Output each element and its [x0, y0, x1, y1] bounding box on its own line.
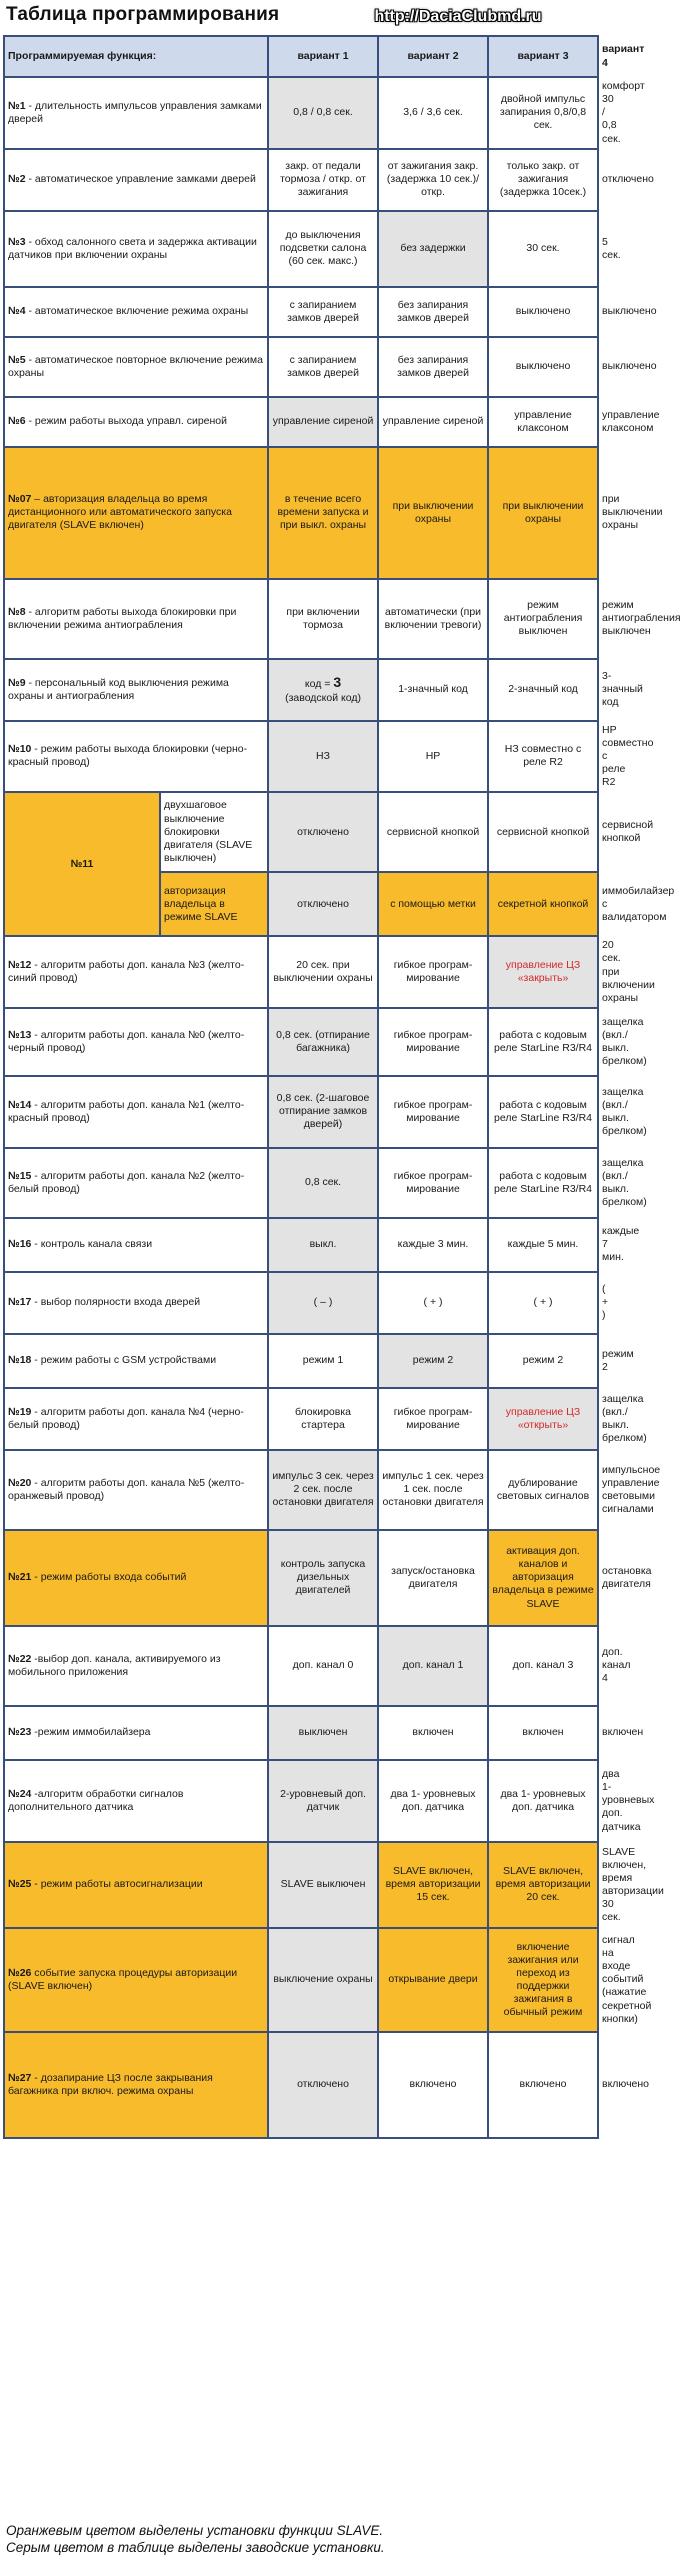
function-text: - режим работы выхода блокировки (черно-красный провод) — [8, 743, 248, 769]
function-text: - автоматическое управление замками дверей — [25, 173, 256, 186]
variant-1-cell: ( – ) — [268, 1272, 378, 1334]
variant-3-cell: при выключении охраны — [488, 447, 598, 579]
variant-1-cell: контроль запуска дизельных двигателей — [268, 1530, 378, 1626]
variant-3-cell: 30 сек. — [488, 211, 598, 287]
function-text: - контроль канала связи — [31, 1238, 153, 1251]
function-cell — [4, 211, 268, 287]
variant-3-cell: каждые 5 мин. — [488, 1218, 598, 1272]
function-number: №8 — [8, 605, 26, 618]
variant-2-cell: гибкое програм- мирование — [378, 1148, 488, 1218]
variant-2-cell: два 1- уровневых доп. датчика — [378, 1760, 488, 1842]
function-number: №2 — [8, 173, 26, 186]
function-cell — [4, 936, 268, 1008]
table-row: №10 - режим работы выхода блокировки (черно-красный провод) НЗ НР НЗ совместно с реле R2 НР совместно с реле R2 — [4, 721, 598, 793]
function-text: событие запуска процедуры авторизации (SLAVE включен) — [8, 1966, 238, 1992]
function-number: №20 — [8, 1476, 32, 1489]
function-cell — [4, 1450, 268, 1530]
function-number: №23 — [8, 1726, 32, 1739]
function-text: -режим иммобилайзера — [31, 1726, 151, 1739]
function-text: - персональный код выключения режима охраны и антиограбления — [8, 676, 229, 702]
factory-code-digit: 3 — [333, 674, 342, 691]
header-function: Программируемая функция: — [4, 36, 268, 77]
function-text: - режим работы выхода управл. сиреной — [25, 415, 228, 428]
header-variant-2: вариант 2 — [378, 36, 488, 77]
table-row: №2 - автоматическое управление замками дверей закр. от педали тормоза / откр. от зажигания от зажигания закр. (задержка 10 сек.)/откр. только закр. от зажигания (задержка 10сек.) отключено — [4, 149, 598, 211]
function-cell — [4, 447, 268, 579]
table-row: №15 - алгоритм работы доп. канала №2 (желто-белый провод) 0,8 сек. гибкое програм- мирование работа с кодовым реле StarLine R3/R4 защелка (вкл./ выкл. брелком) — [4, 1148, 598, 1218]
variant-3-cell: включение зажигания или переход из поддержки зажигания в обычный режим — [488, 1928, 598, 2032]
function-number: №13 — [8, 1028, 32, 1041]
variant-3-cell: выключено — [488, 287, 598, 337]
variant-1-cell: 0,8 сек. (отпирание багажника) — [268, 1008, 378, 1076]
function-text: -алгоритм обработки сигналов дополнительного датчика — [8, 1787, 184, 1813]
variant-2-cell: при выключении охраны — [378, 447, 488, 579]
table-row: №11 двухшаговое выключение блокировки двигателя (SLAVE выключен) отключено сервисной кнопкой сервисной кнопкой сервисной кнопкой — [4, 792, 598, 872]
function-text: - алгоритм работы доп. канала №3 (желто-синий провод) — [8, 958, 245, 985]
variant-1-cell: режим 1 — [268, 1334, 378, 1388]
function-cell — [4, 1334, 268, 1388]
header-variant-1: вариант 1 — [268, 36, 378, 77]
function-number: №1 — [8, 99, 26, 112]
variant-2-cell: с помощью метки — [378, 872, 488, 936]
variant-3-cell: режим 2 — [488, 1334, 598, 1388]
variant-1-cell: до выключения подсветки салона (60 сек. макс.) — [268, 211, 378, 287]
function-number: №10 — [8, 743, 32, 756]
function-text: - дозапирание ЦЗ после закрывания багажника при включ. режима охраны — [8, 2071, 213, 2097]
variant-2-cell: доп. канал 1 — [378, 1626, 488, 1706]
function-text: -выбор доп. канала, активируемого из мобильного приложения — [8, 1652, 221, 1678]
variant-2-cell: запуск/остановка двигателя — [378, 1530, 488, 1626]
variant-2-cell: включен — [378, 1706, 488, 1760]
function-text: – авторизация владельца во время дистанционного или автоматического запуска двигателя (SLAVE включен) — [8, 492, 232, 532]
variant-2-cell: автоматически (при включении тревоги) — [378, 579, 488, 659]
table-row: №1 - длительность импульсов управления замками дверей 0,8 / 0,8 сек. 3,6 / 3,6 сек. двойной импульс запирания 0,8/0,8 сек. комфорт 30 / 0,8 сек. — [4, 77, 598, 149]
table-row: №25 - режим работы автосигнализации SLAVE выключен SLAVE включен, время авторизации 15 сек. SLAVE включен, время авторизации 20 сек. SLAVE включен, время авторизации 30 сек. — [4, 1842, 598, 1928]
variant-2-cell: включено — [378, 2032, 488, 2138]
variant-1-cell: SLAVE выключен — [268, 1842, 378, 1928]
code-note: (заводской код) — [285, 691, 361, 704]
variant-1-cell: отключено — [268, 872, 378, 936]
variant-3-cell: дублирование световых сигналов — [488, 1450, 598, 1530]
variant-3-cell: работа с кодовым реле StarLine R3/R4 — [488, 1008, 598, 1076]
table-row: №14 - алгоритм работы доп. канала №1 (желто-красный провод) 0,8 сек. (2-шаговое отпирание замков дверей) гибкое програм- мирование работа с кодовым реле StarLine R3/R4 защелка (вкл./ выкл. брелком) — [4, 1076, 598, 1148]
variant-1-cell: закр. от педали тормоза / откр. от зажигания — [268, 149, 378, 211]
function-cell — [4, 1272, 268, 1334]
variant-3-cell: управление ЦЗ «открыть» — [488, 1388, 598, 1450]
variant-2-cell: сервисной кнопкой — [378, 792, 488, 872]
function-text: - режим работы входа событий — [31, 1571, 187, 1584]
variant-1-cell: доп. канал 0 — [268, 1626, 378, 1706]
variant-3-cell: секретной кнопкой — [488, 872, 598, 936]
function-number: №5 — [8, 353, 26, 366]
variant-2-cell: без запирания замков дверей — [378, 337, 488, 397]
variant-2-cell: управление сиреной — [378, 397, 488, 447]
function-cell — [4, 1928, 268, 2032]
function-cell — [4, 659, 268, 721]
variant-1-cell: в течение всего времени запуска и при выкл. охраны — [268, 447, 378, 579]
variant-2-cell: открывание двери — [378, 1928, 488, 2032]
function-cell — [4, 721, 268, 793]
table-row: №18 - режим работы с GSM устройствами режим 1 режим 2 режим 2 режим 2 — [4, 1334, 598, 1388]
function-cell — [4, 1706, 268, 1760]
table-header-row: Программируемая функция: вариант 1 вариант 2 вариант 3 вариант 4 — [4, 36, 598, 77]
function-number: №25 — [8, 1878, 32, 1891]
table-row: №23 -режим иммобилайзера выключен включен включен включен — [4, 1706, 598, 1760]
function-number: №16 — [8, 1238, 32, 1251]
programming-table — [3, 35, 681, 2139]
function-number: №27 — [8, 2071, 32, 2084]
function-text: - режим работы с GSM устройствами — [31, 1354, 217, 1367]
variant-3-cell: включен — [488, 1706, 598, 1760]
variant-3-cell: SLAVE включен, время авторизации 20 сек. — [488, 1842, 598, 1928]
function-number: №07 — [8, 492, 32, 505]
function-number: №3 — [8, 235, 26, 248]
function-cell — [4, 77, 268, 149]
variant-3-cell: управление клаксоном — [488, 397, 598, 447]
function-cell — [4, 1760, 268, 1842]
variant-1-cell: выкл. — [268, 1218, 378, 1272]
table-row: №22 -выбор доп. канала, активируемого из мобильного приложения доп. канал 0 доп. канал 1 доп. канал 3 доп. канал 4 — [4, 1626, 598, 1706]
function-cell — [4, 287, 268, 337]
variant-1-cell: импульс 3 сек. через 2 сек. после остановки двигателя — [268, 1450, 378, 1530]
watermark: http://DaciaClubmd.ru — [374, 8, 542, 25]
variant-1-cell: при включении тормоза — [268, 579, 378, 659]
table-row: №6 - режим работы выхода управл. сиреной управление сиреной управление сиреной управление клаксоном управление клаксоном — [4, 397, 598, 447]
variant-3-cell: двойной импульс запирания 0,8/0,8 сек. — [488, 77, 598, 149]
table-row: №16 - контроль канала связи выкл. каждые 3 мин. каждые 5 мин. каждые 7 мин. — [4, 1218, 598, 1272]
footer-orange-note: Оранжевым цветом выделены установки функции SLAVE. — [6, 2523, 384, 2538]
function-text: - длительность импульсов управления замками дверей — [8, 99, 262, 125]
variant-3-cell: только закр. от зажигания (задержка 10сек.) — [488, 149, 598, 211]
function-cell — [4, 337, 268, 397]
function-number: №24 — [8, 1787, 32, 1800]
variant-2-cell: НР — [378, 721, 488, 793]
table-row: №17 - выбор полярности входа дверей ( – ) ( + ) ( + ) ( + ) — [4, 1272, 598, 1334]
variant-1-cell: 20 сек. при выключении охраны — [268, 936, 378, 1008]
function-cell — [4, 1626, 268, 1706]
table-row: №20 - алгоритм работы доп. канала №5 (желто-оранжевый провод) импульс 3 сек. через 2 сек. после остановки двигателя импульс 1 сек. через 1 сек. после остановки двигателя дублирование световых сигналов импульсное управление световыми сигналами — [4, 1450, 598, 1530]
function-cell — [4, 2032, 268, 2138]
function-text: - автоматическое повторное включение режима охраны — [8, 353, 263, 379]
variant-3-cell: работа с кодовым реле StarLine R3/R4 — [488, 1076, 598, 1148]
function-text: - алгоритм работы доп. канала №4 (черно-белый провод) — [8, 1405, 244, 1431]
function-text: - автоматическое включение режима охраны — [25, 305, 249, 318]
variant-2-cell: SLAVE включен, время авторизации 15 сек. — [378, 1842, 488, 1928]
function-number: №17 — [8, 1296, 32, 1309]
variant-3-cell: активация доп. каналов и авторизация владельца в режиме SLAVE — [488, 1530, 598, 1626]
variant-2-cell: без задержки — [378, 211, 488, 287]
table-row: №4 - автоматическое включение режима охраны с запиранием замков дверей без запирания замков дверей выключено выключено — [4, 287, 598, 337]
footer-gray-note: Серым цветом в таблице выделены заводские установки. — [6, 2540, 385, 2555]
table-row: №19 - алгоритм работы доп. канала №4 (черно-белый провод) блокировка стартера гибкое програм- мирование управление ЦЗ «открыть» защелка (вкл./ выкл. брелком) — [4, 1388, 598, 1450]
variant-3-cell: доп. канал 3 — [488, 1626, 598, 1706]
variant-2-cell: без запирания замков дверей — [378, 287, 488, 337]
function-number: №14 — [8, 1098, 32, 1111]
function-number: №21 — [8, 1571, 32, 1584]
variant-1-cell: отключено — [268, 2032, 378, 2138]
variant-3-cell: два 1- уровневых доп. датчика — [488, 1760, 598, 1842]
table-row: №21 - режим работы входа событий контроль запуска дизельных двигателей запуск/остановка двигателя активация доп. каналов и авторизация владельца в режиме SLAVE остановка двигателя — [4, 1530, 598, 1626]
variant-2-cell: ( + ) — [378, 1272, 488, 1334]
variant-2-cell: 3,6 / 3,6 сек. — [378, 77, 488, 149]
function-cell — [4, 1076, 268, 1148]
function-cell — [4, 1842, 268, 1928]
variant-3-cell: управление ЦЗ «закрыть» — [488, 936, 598, 1008]
variant-3-cell: сервисной кнопкой — [488, 792, 598, 872]
page-title: Таблица программирования — [6, 4, 280, 25]
function-text: - режим работы автосигнализации — [31, 1878, 203, 1891]
function-number: №15 — [8, 1169, 32, 1182]
function-text: - обход салонного света и задержка активации датчиков при включении охраны — [8, 235, 257, 261]
variant-2-cell: режим 2 — [378, 1334, 488, 1388]
variant-2-cell: 1-значный код — [378, 659, 488, 721]
variant-3-cell: 2-значный код — [488, 659, 598, 721]
function-number: №19 — [8, 1405, 32, 1418]
function-text: - алгоритм работы доп. канала №2 (желто-белый провод) — [8, 1169, 245, 1195]
table-row: №3 - обход салонного света и задержка активации датчиков при включении охраны до выключения подсветки салона (60 сек. макс.) без задержки 30 сек. 5 сек. — [4, 211, 598, 287]
function-number-11: №11 — [4, 792, 160, 936]
function-cell — [4, 397, 268, 447]
code-label: код = — [304, 678, 334, 691]
variant-1-cell: выключение охраны — [268, 1928, 378, 2032]
variant-3-cell: ( + ) — [488, 1272, 598, 1334]
function-text: - алгоритм работы выхода блокировки при включении режима антиограбления — [8, 605, 237, 631]
function-number: №22 — [8, 1652, 32, 1665]
function-cell: двухшаговое выключение блокировки двигателя (SLAVE выключен) — [160, 792, 268, 872]
function-cell — [4, 1218, 268, 1272]
function-cell — [4, 579, 268, 659]
footer-note — [6, 2522, 385, 2556]
function-cell — [4, 149, 268, 211]
function-text: - алгоритм работы доп. канала №1 (желто-красный провод) — [8, 1098, 245, 1124]
variant-1-cell: управление сиреной — [268, 397, 378, 447]
variant-2-cell: гибкое програм- мирование — [378, 1008, 488, 1076]
variant-3-cell: работа с кодовым реле StarLine R3/R4 — [488, 1148, 598, 1218]
table-row: №9 - персональный код выключения режима охраны и антиограбления код = 3 (заводской код) 1-значный код 2-значный код 3-значный код — [4, 659, 598, 721]
function-number: №26 — [8, 1966, 32, 1979]
variant-1-cell: 0,8 / 0,8 сек. — [268, 77, 378, 149]
table-row: №24 -алгоритм обработки сигналов дополнительного датчика 2-уровневый доп. датчик два 1- уровневых доп. датчика два 1- уровневых доп. датчика два 1- уровневых доп. датчика — [4, 1760, 598, 1842]
variant-2-cell: каждые 3 мин. — [378, 1218, 488, 1272]
function-text: - выбор полярности входа дверей — [31, 1296, 201, 1309]
variant-3-cell: НЗ совместно с реле R2 — [488, 721, 598, 793]
variant-1-cell: с запиранием замков дверей — [268, 337, 378, 397]
variant-3-cell: включено — [488, 2032, 598, 2138]
function-cell — [4, 1008, 268, 1076]
table-row: №12 - алгоритм работы доп. канала №3 (желто-синий провод) 20 сек. при выключении охраны гибкое програм- мирование управление ЦЗ «закрыть» 20 сек. при включении охраны — [4, 936, 598, 1008]
table-row: №27 - дозапирание ЦЗ после закрывания багажника при включ. режима охраны отключено включено включено включено — [4, 2032, 598, 2138]
variant-2-cell: гибкое програм- мирование — [378, 1388, 488, 1450]
variant-1-cell — [268, 659, 378, 721]
variant-1-cell: НЗ — [268, 721, 378, 793]
variant-2-cell: импульс 1 сек. через 1 сек. после остановки двигателя — [378, 1450, 488, 1530]
variant-3-cell: выключено — [488, 337, 598, 397]
table-row: авторизация владельца в режиме SLAVE отключено с помощью метки секретной кнопкой иммобилайзер с валидатором — [4, 872, 598, 936]
function-number: №9 — [8, 676, 26, 689]
function-cell — [4, 1148, 268, 1218]
variant-2-cell: гибкое програм- мирование — [378, 936, 488, 1008]
variant-3-cell: режим антиограбления выключен — [488, 579, 598, 659]
variant-2-cell: от зажигания закр. (задержка 10 сек.)/откр. — [378, 149, 488, 211]
function-number: №18 — [8, 1354, 32, 1367]
function-cell — [4, 1388, 268, 1450]
table-row: №26 событие запуска процедуры авторизации (SLAVE включен) выключение охраны открывание двери включение зажигания или переход из поддержки зажигания в обычный режим сигнал на входе событий (нажатие секретной кнопки) — [4, 1928, 598, 2032]
table-row: №8 - алгоритм работы выхода блокировки при включении режима антиограбления при включении тормоза автоматически (при включении тревоги) режим антиограбления выключен режим антиограбления выключен — [4, 579, 598, 659]
variant-1-cell: 0,8 сек. (2-шаговое отпирание замков дверей) — [268, 1076, 378, 1148]
table-row: №13 - алгоритм работы доп. канала №0 (желто-черный провод) 0,8 сек. (отпирание багажника) гибкое програм- мирование работа с кодовым реле StarLine R3/R4 защелка (вкл./ выкл. брелком) — [4, 1008, 598, 1076]
function-text: - алгоритм работы доп. канала №5 (желто-оранжевый провод) — [8, 1476, 245, 1502]
variant-1-cell: блокировка стартера — [268, 1388, 378, 1450]
variant-1-cell: отключено — [268, 792, 378, 872]
table-row: №5 - автоматическое повторное включение режима охраны с запиранием замков дверей без запирания замков дверей выключено выключено — [4, 337, 598, 397]
function-cell — [4, 1530, 268, 1626]
function-number: №6 — [8, 415, 26, 428]
function-number: №12 — [8, 958, 32, 971]
variant-2-cell: гибкое програм- мирование — [378, 1076, 488, 1148]
variant-1-cell: выключен — [268, 1706, 378, 1760]
table-row: №07 – авторизация владельца во время дистанционного или автоматического запуска двигателя (SLAVE включен) в течение всего времени запуска и при выкл. охраны при выключении охраны при выключении охраны при выключении охраны — [4, 447, 598, 579]
function-cell: авторизация владельца в режиме SLAVE — [160, 872, 268, 936]
variant-1-cell: с запиранием замков дверей — [268, 287, 378, 337]
function-number: №4 — [8, 305, 26, 318]
variant-1-cell: 2-уровневый доп. датчик — [268, 1760, 378, 1842]
header-variant-3: вариант 3 — [488, 36, 598, 77]
function-text: - алгоритм работы доп. канала №0 (желто-черный провод) — [8, 1028, 245, 1054]
variant-1-cell: 0,8 сек. — [268, 1148, 378, 1218]
